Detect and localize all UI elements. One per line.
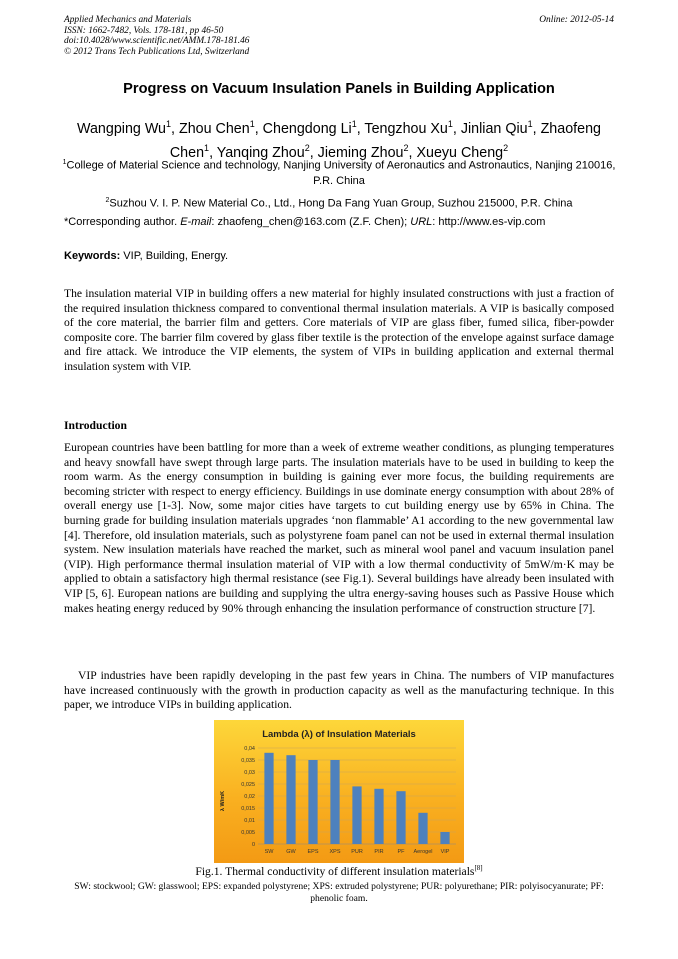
y-tick-label: 0,02 [244, 794, 255, 800]
copyright-line: © 2012 Trans Tech Publications Ltd, Switzerland [64, 46, 250, 57]
y-tick-label: 0,04 [244, 746, 255, 752]
y-tick-label: 0,01 [244, 818, 255, 824]
bar-gw [286, 755, 295, 844]
x-tick-label: XPS [329, 849, 341, 855]
bar-pf [396, 791, 405, 844]
y-tick-label: 0,03 [244, 770, 255, 776]
y-axis-ticks [241, 746, 255, 848]
keywords: Keywords: VIP, Building, Energy. [64, 250, 229, 262]
online-date: Online: 2012-05-14 [539, 15, 614, 25]
issn-line: ISSN: 1662-7482, Vols. 178-181, pp 46-50 [64, 25, 224, 36]
journal-name: Applied Mechanics and Materials [64, 15, 192, 25]
bar-pir [374, 789, 383, 844]
bar-eps [308, 760, 317, 844]
x-axis-ticks [265, 849, 450, 855]
section-heading-introduction: Introduction [64, 419, 127, 432]
y-tick-label: 0 [251, 842, 255, 848]
chart-title: Lambda (λ) of Insulation Materials [262, 729, 416, 740]
bar-xps [330, 760, 339, 844]
x-tick-label: SW [264, 849, 274, 855]
x-tick-label: PUR [351, 849, 363, 855]
figure-1-chart [214, 720, 464, 863]
figure-caption: Fig.1. Thermal conductivity of different insulation materials[8] [195, 864, 483, 878]
x-tick-label: EPS [307, 849, 319, 855]
author-list: Wangping Wu$^1$, Zhou Chen$^1$, Chengdong Li$^1$, Tengzhou Xu$^1$, Jinlian Qiu$^1$, Zhaofeng Chen$^1$, Yanqing Zhou$^2$, Jieming Zhou$^2$, Xueyu Cheng$^2$ [77, 119, 601, 161]
bar-pur [352, 786, 361, 844]
bar-sw [264, 753, 273, 844]
corresponding-author: *Corresponding author. E-mail: zhaofeng_chen@163.com (Z.F. Chen); URL: http://www.es-vip.com [64, 216, 546, 228]
y-tick-label: 0,035 [241, 758, 255, 764]
abstract-paragraph: The insulation material VIP in building offers a new material for highly insulated constructions with just a fraction of the required insulation thickness compared to conventional thermal insulation materials. A VIP is basically composed of the core material, the barrier film and getters. Core materials of VIP are glass fiber, fumed silica, fiber-powder composite core. The barrier film covered by glass fiber textile is the protection of the envelope against surface damage and fire attack. We introduce the VIP elements, the system of VIPs in building application and external thermal insulation system with VIP. [64, 287, 614, 373]
intro-paragraph-1: European countries have been battling for more than a week of extreme weather conditions, as plunging temperatures and heavy snowfall have swept through large parts. The insulation materials have to be used in building to keep the room warm. As the energy consumption in building is gaining ever more focus, the building requirements are becoming stricter with respect to energy efficiency. Buildings in use dominate energy consumption with about 28% of overall energy use [1-3]. Now, some major cities have targets to cut building energy use by 65% in China. The burning grade for building insulation materials upgrades ‘non flammable’ A1 according to the new governmental law [4]. Therefore, old insulation materials, such as polystyrene foam panel can not be used in external thermal insulation system. New insulation materials have reached the market, such as mineral wool panel and vacuum insulation panel (VIP). High performance thermal insulation material of VIP with a low thermal conductivity of 5mW/m·K may be applied to obtain a satisfactory high thermal resistance (see Fig.1). Several buildings have already been insulated with VIP [5, 6]. European nations are building and supplying the ultra energy-saving houses such as Passive House which makes heating energy reduced by 90% through enhancing the insulation performance of construction structure [7]. [64, 441, 614, 615]
y-tick-label: 0,005 [241, 830, 255, 836]
y-tick-label: 0,025 [241, 782, 255, 788]
x-tick-label: VIP [440, 849, 450, 855]
x-tick-label: Aerogel [413, 849, 433, 855]
intro-paragraph-2: VIP industries have been rapidly developing in the past few years in China. The numbers of VIP manufactures have increased continuously with the growth in production capacity as well as the manufacturing technique. In this paper, we introduce VIPs in building application. [64, 669, 614, 712]
x-tick-label: PIR [374, 849, 384, 855]
journal-header [64, 15, 249, 57]
x-tick-label: PF [397, 849, 405, 855]
doi-line: doi:10.4028/www.scientific.net/AMM.178-181.46 [64, 36, 250, 47]
figure-abbreviations-note: SW: stockwool; GW: glasswool; EPS: expanded polystyrene; XPS: extruded polystyrene; PUR: polyurethane; PIR: polyisocyanurate; PF: phenolic foam. [74, 881, 604, 904]
chart-bars [264, 753, 449, 844]
affiliation-2: $^2$Suzhou V. I. P. New Material Co., Ltd., Hong Da Fang Yuan Group, Suzhou 215000, P.R. China [105, 197, 573, 210]
bar-chart [214, 720, 464, 863]
affiliation-1: $^1$College of Material Science and technology, Nanjing University of Aeronautics and Astronautics, Nanjing 210016, P.R. China [62, 159, 616, 187]
x-tick-label: GW [286, 849, 296, 855]
paper-title: Progress on Vacuum Insulation Panels in Building Application [123, 81, 555, 97]
y-tick-label: 0,015 [241, 806, 255, 812]
bar-vip [440, 832, 449, 844]
y-axis-label: λ W/mK [220, 790, 226, 812]
bar-aerogel [418, 813, 427, 844]
